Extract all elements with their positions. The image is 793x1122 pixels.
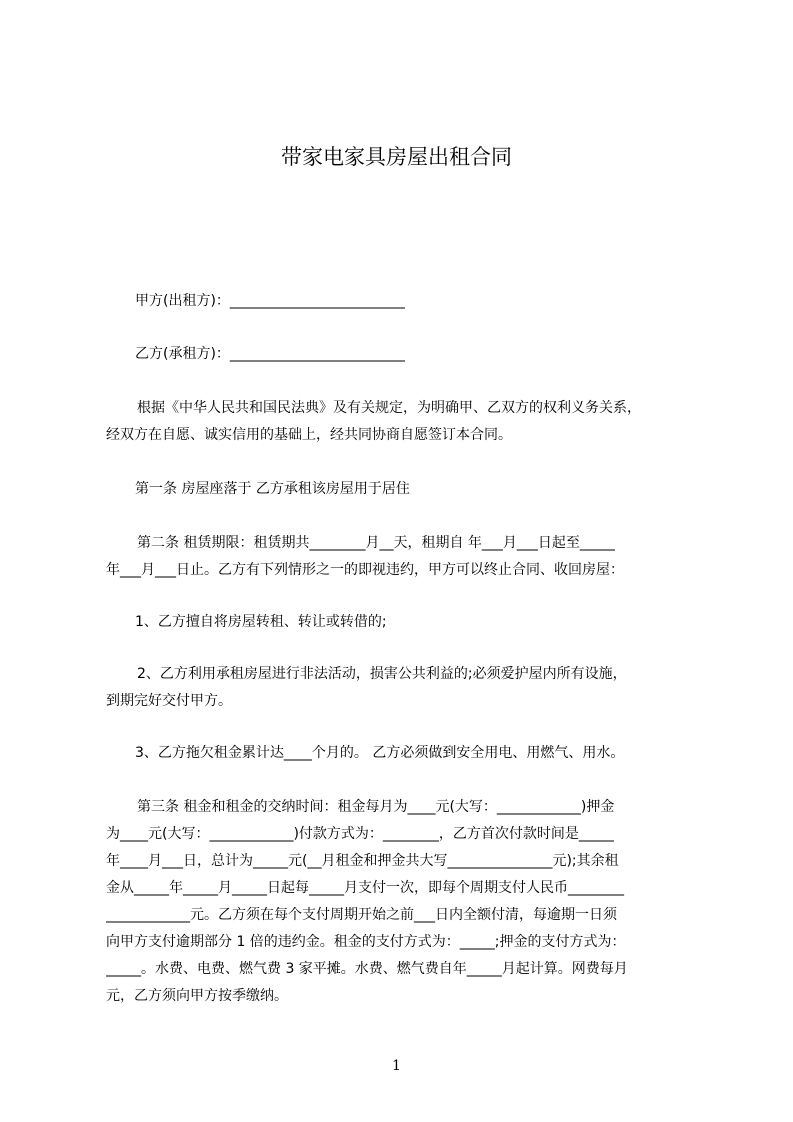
clause-2-line-2: 到期完好交付甲方。 (106, 693, 232, 709)
article-3-line-1: 第三条 租金和租金的交纳时间：租金每月为____元(大写：____________)押金 (137, 799, 615, 815)
article-3-line-4: 金从_____年_____月_____日起每_____月支付一次，即每个周期支付人民币________ (106, 880, 624, 896)
article-3-line-6: 向甲方支付逾期部分 1 倍的违约金。租金的支付方式为：_____;押金的支付方式为： (106, 934, 626, 950)
preamble-line-2: 经双方在自愿、诚实信用的基础上，经共同协商自愿签订本合同。 (106, 427, 512, 443)
article-3-line-2: 为____元(大写：____________)付款方式为：________，乙方首次付款时间是_____ (106, 826, 614, 842)
article-3-line-8: 元，乙方须向甲方按季缴纳。 (106, 988, 288, 1004)
document-title: 带家电家具房屋出租合同 (281, 145, 512, 169)
clause-1-line: 1、乙方擅自将房屋转租、转让或转借的; (135, 614, 387, 630)
article-1-line: 第一条 房屋座落于 乙方承租该房屋用于居住 (135, 481, 410, 497)
article-2-line-2: 年___月___日止。乙方有下列情形之一的即视违约，甲方可以终止合同、收回房屋： (106, 562, 624, 578)
article-3-line-7: _____。水费、电费、燃气费 3 家平摊。水费、燃气费自年_____月起计算。网费每月 (106, 961, 628, 977)
party-a-line: 甲方(出租方)：_________________________ (135, 293, 405, 309)
page-number: 1 (392, 1058, 401, 1074)
clause-2-line-1: 2、乙方利用承租房屋进行非法活动，损害公共利益的;必须爱护屋内所有设施， (137, 666, 627, 682)
article-3-line-3: 年____月___日，总计为_____元(__月租金和押金共大写_______________元);其余租 (106, 853, 619, 869)
article-2-line-1: 第二条 租赁期限：租赁期共________月__天，租期自 年___月___日起至_____ (137, 535, 615, 551)
preamble-line-1: 根据《中华人民共和国民法典》及有关规定，为明确甲、乙双方的权利义务关系， (137, 400, 641, 416)
party-b-line: 乙方(承租方)：_________________________ (135, 346, 405, 362)
clause-3-line: 3、乙方拖欠租金累计达____个月的。 乙方必须做到安全用电、用燃气、用水。 (135, 745, 625, 761)
article-3-line-5: ____________元。乙方须在每个支付周期开始之前___日内全额付清，每逾期一日须 (106, 907, 617, 923)
